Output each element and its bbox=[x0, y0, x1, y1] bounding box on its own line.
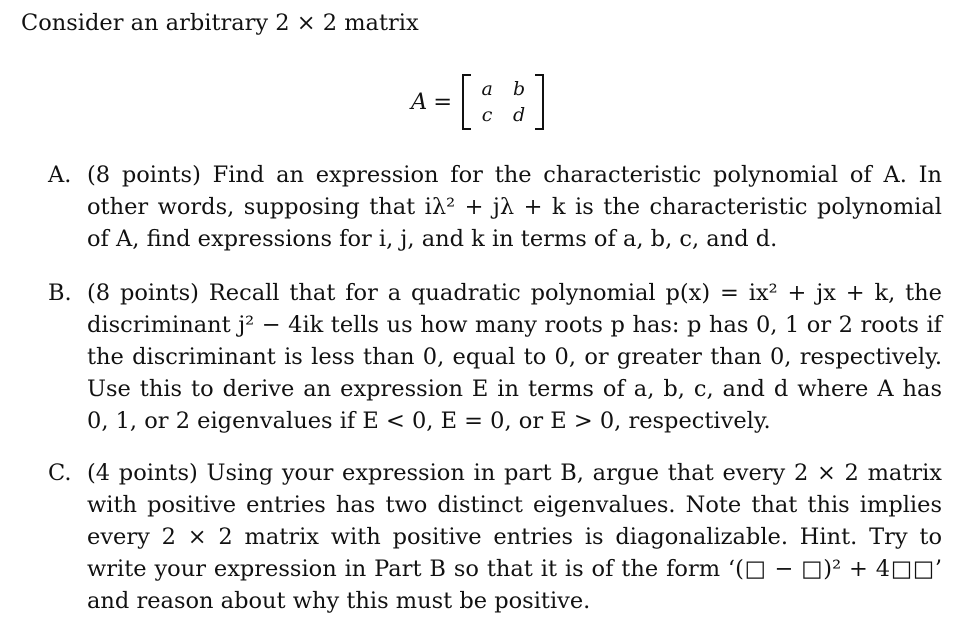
part-a-label: A. bbox=[48, 162, 72, 188]
part-b-label: B. bbox=[48, 280, 72, 306]
intro-text: Consider an arbitrary 2 × 2 matrix bbox=[21, 10, 419, 36]
matrix-cell-c: c bbox=[481, 104, 493, 126]
part-a-line: of A, find expressions for i, j, and k in terms of a, b, c, and d. bbox=[87, 226, 778, 252]
matrix-cell-b: b bbox=[513, 78, 526, 100]
matrix-name: A bbox=[411, 89, 428, 115]
question-part-a bbox=[48, 159, 942, 255]
question-part-b bbox=[48, 277, 942, 437]
part-c-label: C. bbox=[48, 460, 72, 486]
matrix-cell-a: a bbox=[481, 78, 493, 100]
matrix-brackets bbox=[462, 74, 544, 130]
matrix-definition bbox=[411, 72, 544, 132]
part-b-line: Use this to derive an expression E in terms of a, b, c, and d where A has bbox=[87, 376, 942, 402]
part-b-line: the discriminant is less than 0, equal to 0, or greater than 0, respectively. bbox=[87, 344, 942, 370]
part-b-line: (8 points) Recall that for a quadratic polynomial p(x) = ix² + jx + k, the bbox=[87, 280, 942, 306]
part-b-line: discriminant j² − 4ik tells us how many roots p has: p has 0, 1 or 2 roots if bbox=[87, 312, 942, 338]
part-b-line: 0, 1, or 2 eigenvalues if E < 0, E = 0, or E > 0, respectively. bbox=[87, 408, 771, 434]
part-a-body bbox=[87, 159, 942, 255]
part-c-line: write your expression in Part B so that it is of the form ‘(□ − □)² + 4□□’ bbox=[87, 556, 942, 582]
part-c-line: with positive entries has two distinct eigenvalues. Note that this implies bbox=[87, 492, 942, 518]
matrix-cell-d: d bbox=[513, 104, 526, 126]
equals-sign: = bbox=[433, 89, 453, 115]
part-c-line: (4 points) Using your expression in part B, argue that every 2 × 2 matrix bbox=[87, 460, 942, 486]
part-b-body bbox=[87, 277, 942, 437]
part-a-line: (8 points) Find an expression for the characteristic polynomial of A. In bbox=[87, 162, 942, 188]
question-part-c bbox=[48, 457, 942, 617]
part-c-body bbox=[87, 457, 942, 617]
part-a-line: other words, supposing that iλ² + jλ + k is the characteristic polynomial bbox=[87, 194, 942, 220]
part-c-line: every 2 × 2 matrix with positive entries is diagonalizable. Hint. Try to bbox=[87, 524, 942, 550]
part-c-line: and reason about why this must be positive. bbox=[87, 588, 591, 614]
